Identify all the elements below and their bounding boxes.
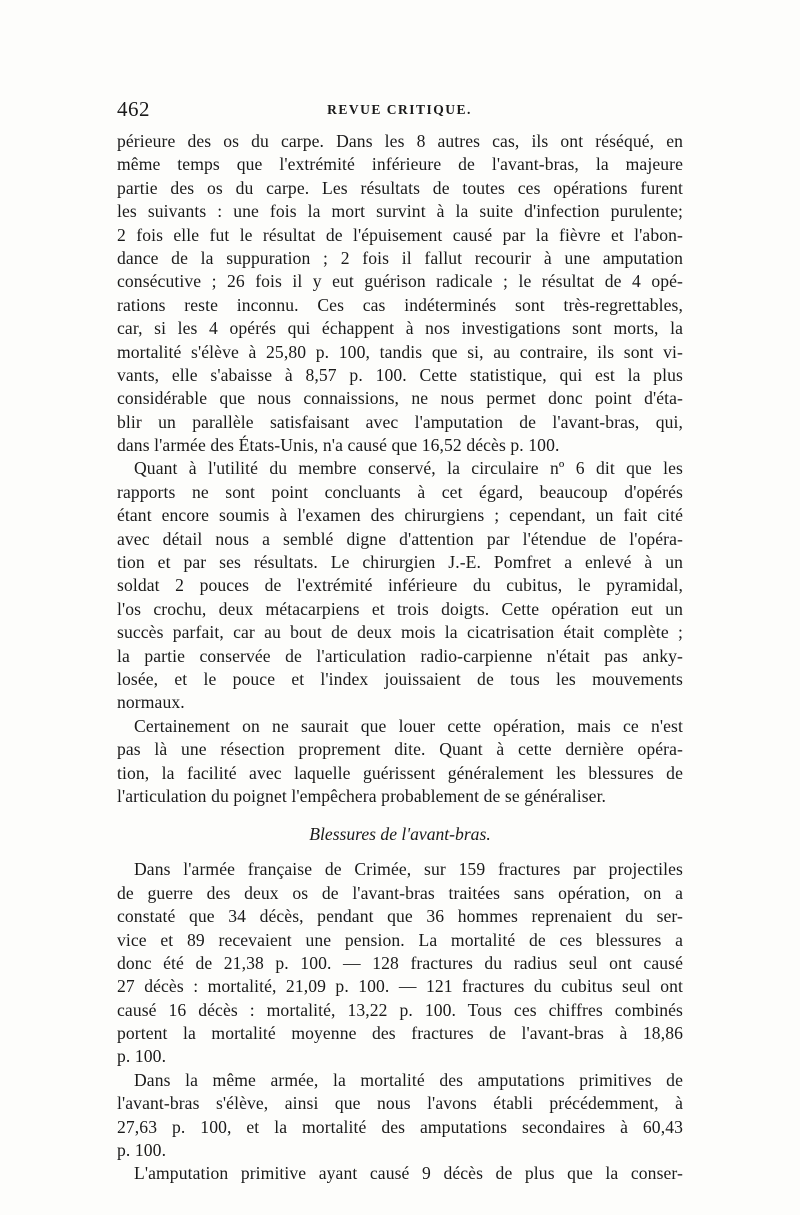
text-line: blir un parallèle satisfaisant avec l'amputation de l'avant-bras, qui, xyxy=(117,411,683,432)
text-line: soldat 2 pouces de l'extrémité inférieure du cubitus, le pyramidal, xyxy=(117,575,683,596)
page-header xyxy=(117,97,682,123)
body-text xyxy=(117,130,683,1186)
text-line: succès parfait, car au bout de deux mois la cicatrisation était complète ; xyxy=(117,622,683,643)
text-line: p. 100. xyxy=(117,1140,167,1161)
text-line: pas là une résection proprement dite. Quant à cette dernière opéra- xyxy=(117,739,683,760)
text-line: losée, et le pouce et l'index jouissaient de tous les mouvements xyxy=(117,668,683,689)
running-head: REVUE CRITIQUE. xyxy=(327,102,472,117)
text-line: Dans l'armée française de Crimée, sur 159 fractures par projectiles xyxy=(134,859,683,880)
text-line: 2 fois elle fut le résultat de l'épuisement causé par la fièvre et l'abon- xyxy=(117,224,683,245)
text-line: vants, elle s'abaisse à 8,57 p. 100. Cette statistique, qui est la plus xyxy=(117,364,683,385)
text-line: 27,63 p. 100, et la mortalité des amputations secondaires à 60,43 xyxy=(117,1116,683,1137)
text-line: causé 16 décès : mortalité, 13,22 p. 100. Tous ces chiffres combinés xyxy=(117,999,683,1020)
text-block-after-heading xyxy=(117,858,683,1185)
text-line: consécutive ; 26 fois il y eut guérison radicale ; le résultat de 4 opé- xyxy=(117,271,683,292)
text-line: donc été de 21,38 p. 100. — 128 fractures du radius seul ont causé xyxy=(117,952,683,973)
text-line: Quant à l'utilité du membre conservé, la circulaire nº 6 dit que les xyxy=(134,458,683,479)
text-line: vice et 89 recevaient une pension. La mortalité de ces blessures a xyxy=(117,929,683,950)
text-line: de guerre des deux os de l'avant-bras traitées sans opération, on a xyxy=(117,882,683,903)
text-line: l'avant-bras s'élève, ainsi que nous l'avons établi précédemment, à xyxy=(117,1093,683,1114)
paragraph xyxy=(117,715,683,809)
text-line: tion et par ses résultats. Le chirurgien J.-E. Pomfret a enlevé à un xyxy=(117,552,683,573)
paragraph xyxy=(117,457,683,714)
text-line: considérable que nous connaissions, ne nous permet donc point d'éta- xyxy=(117,388,683,409)
text-line: les suivants : une fois la mort survint à la suite d'infection purulente; xyxy=(117,201,683,222)
text-line: la partie conservée de l'articulation radio-carpienne n'était pas anky- xyxy=(117,645,683,666)
page-number: 462 xyxy=(117,97,150,121)
text-line: avec détail nous a semblé digne d'attention par l'étendue de l'opéra- xyxy=(117,528,683,549)
text-line: Dans la même armée, la mortalité des amputations primitives de xyxy=(134,1069,683,1090)
paragraph xyxy=(117,1069,683,1163)
text-line: L'amputation primitive ayant causé 9 décès de plus que la conser- xyxy=(134,1163,683,1184)
paragraph xyxy=(117,1162,683,1185)
text-line: dans l'armée des États-Unis, n'a causé que 16,52 décès p. 100. xyxy=(117,435,560,456)
text-line: étant encore soumis à l'examen des chirurgiens ; cependant, un fait cité xyxy=(117,505,683,526)
text-line: Certainement on ne saurait que louer cette opération, mais ce n'est xyxy=(134,715,683,736)
text-line: rapports ne sont point concluants à cet égard, beaucoup d'opérés xyxy=(117,481,683,502)
text-line: portent la mortalité moyenne des fractures de l'avant-bras à 18,86 xyxy=(117,1023,683,1044)
text-line: car, si les 4 opérés qui échappent à nos investigations sont morts, la xyxy=(117,318,683,339)
text-line: p. 100. xyxy=(117,1046,167,1067)
text-line: partie des os du carpe. Les résultats de toutes ces opérations furent xyxy=(117,177,683,198)
paragraph xyxy=(117,130,683,457)
text-line: constaté que 34 décès, pendant que 36 hommes reprenaient du ser- xyxy=(117,906,683,927)
text-line: normaux. xyxy=(117,692,185,713)
text-line: mortalité s'élève à 25,80 p. 100, tandis que si, au contraire, ils sont vi- xyxy=(117,341,683,362)
text-line: l'articulation du poignet l'empêchera probablement de se généraliser. xyxy=(117,785,607,806)
text-line: tion, la facilité avec laquelle guérissent généralement les blessures de xyxy=(117,762,683,783)
text-line: 27 décès : mortalité, 21,09 p. 100. — 121 fractures du cubitus seul ont xyxy=(117,976,683,997)
text-line: même temps que l'extrémité inférieure de l'avant-bras, la majeure xyxy=(117,154,683,175)
text-block-before-heading xyxy=(117,130,683,808)
text-line: l'os crochu, deux métacarpiens et trois doigts. Cette opération eut un xyxy=(117,598,683,619)
section-heading: Blessures de l'avant-bras. xyxy=(309,824,491,845)
text-line: dance de la suppuration ; 2 fois il fallut recourir à une amputation xyxy=(117,247,683,268)
text-line: périeure des os du carpe. Dans les 8 autres cas, ils ont réséqué, en xyxy=(117,131,683,151)
text-line: rations reste inconnu. Ces cas indéterminés sont très-regrettables, xyxy=(117,294,683,315)
paragraph xyxy=(117,858,683,1069)
